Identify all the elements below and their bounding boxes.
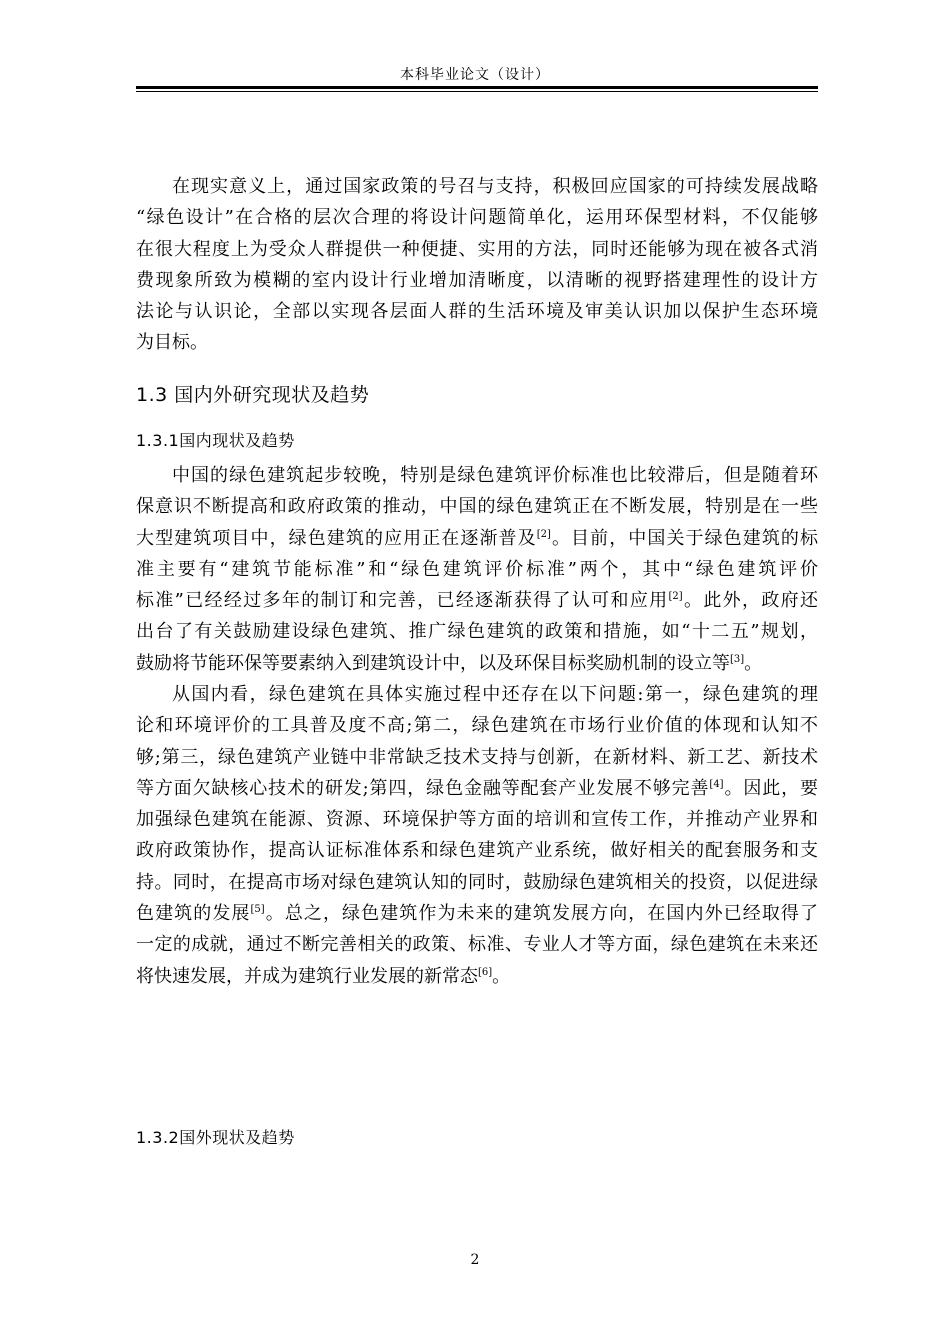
paragraph-line [136, 648, 818, 679]
intro-line: 费现象所致为模糊的室内设计行业增加清晰度，以清晰的视野搭建理性的设计方 [136, 269, 818, 291]
citation-ref: [2] [668, 591, 683, 603]
text-run: 。 [492, 965, 511, 987]
domestic-paragraph-2 [136, 679, 818, 992]
header-rule-thick [136, 86, 818, 89]
intro-line: 在很大程度上为受众人群提供一种便捷、实用的方法，同时还能够为现在被各式消 [136, 238, 818, 260]
paragraph-line [136, 773, 818, 804]
text-run: 。总之，绿色建筑作为未来的建筑发展方向，在国内外已经取得了 [264, 903, 818, 925]
paragraph-line [136, 898, 818, 929]
text-run: 。因此，要 [723, 777, 819, 799]
header-rule-thin [136, 91, 818, 92]
paragraph-line: 中国的绿色建筑起步较晚，特别是绿色建筑评价标准也比较滞后，但是随着环 [172, 465, 818, 486]
paragraph-line: 出台了有关鼓励建设绿色建筑、推广绿色建筑的政策和措施，如“十二五”规划， [136, 621, 818, 643]
text-run: 。目前，中国关于绿色建筑的标 [550, 527, 819, 549]
paragraph-line: 保意识不断提高和政府政策的推动，中国的绿色建筑正在不断发展，特别是在一些 [136, 496, 818, 518]
section-heading-1-3-2: 1.3.2国外现状及趋势 [136, 1128, 295, 1147]
paragraph-line: 一定的成就，通过不断完善相关的政策、标准、专业人才等方面，绿色建筑在未来还 [136, 934, 818, 956]
citation-ref: [6] [478, 966, 493, 978]
paragraph-line: 够;第三，绿色建筑产业链中非常缺乏技术支持与创新，在新材料、新工艺、新技术 [136, 746, 818, 768]
citation-ref: [5] [250, 904, 265, 916]
paragraph-line: 论和环境评价的工具普及度不高;第二，绿色建筑在市场行业价值的体现和认知不 [136, 715, 818, 737]
text-run: 。 [744, 652, 763, 674]
paragraph-line: 加强绿色建筑在能源、资源、环境保护等方面的培训和宣传工作，并推动产业界和 [136, 809, 818, 831]
section-heading-1-3: 1.3 国内外研究现状及趋势 [136, 384, 370, 406]
header-title: 本科毕业论文（设计） [400, 67, 550, 83]
paragraph-line: 政府政策协作，提高认证标准体系和绿色建筑产业系统，做好相关的配套服务和支 [136, 840, 818, 862]
citation-ref: [2] [536, 528, 551, 540]
paragraph-line [136, 961, 818, 992]
text-run: 大型建筑项目中，绿色建筑的应用正在逐渐普及 [136, 527, 537, 549]
intro-line: 法论与认识论，全部以实现各层面人群的生活环境及审美认识加以保护生态环境 [136, 301, 818, 323]
page-number: 2 [470, 1252, 480, 1268]
text-run: 。此外，政府还 [682, 590, 818, 612]
text-run: 标准”已经经过多年的制订和完善，已经逐渐获得了认可和应用 [136, 590, 669, 612]
text-run: 将快速发展，并成为建筑行业发展的新常态 [136, 965, 478, 987]
citation-ref: [3] [730, 653, 745, 665]
paragraph-line: 从国内看，绿色建筑在具体实施过程中还存在以下问题:第一，绿色建筑的理 [172, 684, 818, 705]
text-run: 鼓励将节能环保等要素纳入到建筑设计中，以及环保目标奖励机制的设立等 [136, 652, 730, 674]
intro-paragraph [136, 171, 818, 359]
paragraph-line [136, 523, 818, 554]
domestic-paragraph-1 [136, 460, 818, 679]
paragraph-line: 持。同时，在提高市场对绿色建筑认知的同时，鼓励绿色建筑相关的投资，以促进绿 [136, 871, 818, 893]
text-run: 等方面欠缺核心技术的研发;第四，绿色金融等配套产业发展不够完善 [136, 777, 710, 799]
paragraph-line: 准主要有“建筑节能标准”和“绿色建筑评价标准”两个，其中“绿色建筑评价 [136, 558, 818, 580]
section-heading-1-3-1: 1.3.1国内现状及趋势 [136, 431, 295, 450]
text-run: 色建筑的发展 [136, 903, 251, 925]
citation-ref: [4] [709, 778, 724, 790]
intro-line: “绿色设计”在合格的层次合理的将设计问题简单化，运用环保型材料，不仅能够 [136, 207, 818, 229]
paragraph-line [136, 585, 818, 616]
intro-line: 在现实意义上，通过国家政策的号召与支持，积极回应国家的可持续发展战略 [172, 176, 818, 197]
intro-line: 为目标。 [136, 332, 208, 354]
